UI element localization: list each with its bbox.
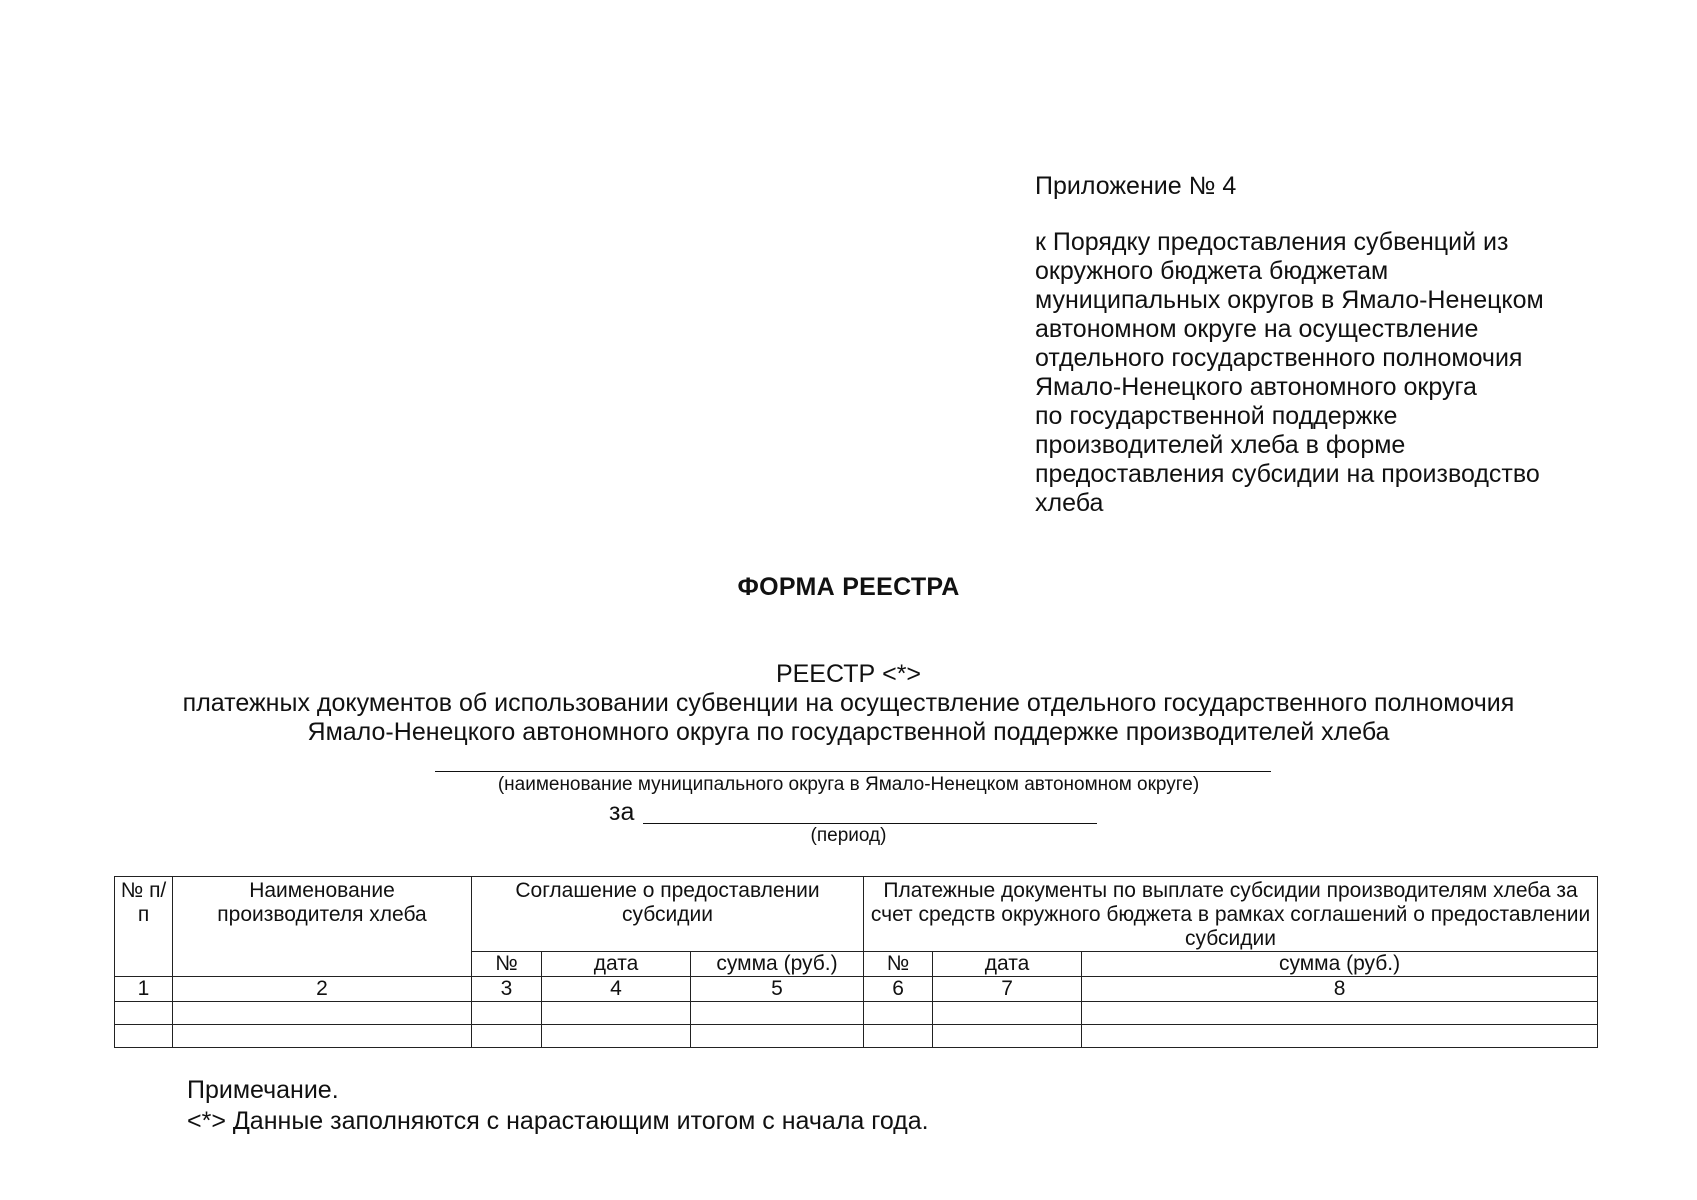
header-payments-group: Платежные документы по выплате субсидии производителям хлеба за счет средств окружного бюджета в рамках соглашений о предоставлении субсидии bbox=[864, 877, 1598, 952]
appendix-line: предоставления субсидии на производство bbox=[1035, 460, 1540, 488]
table-row bbox=[115, 1025, 1598, 1048]
appendix-line: к Порядку предоставления субвенций из bbox=[1035, 228, 1509, 256]
table-row bbox=[115, 1002, 1598, 1025]
note-text: <*> Данные заполняются с нарастающим итогом с начала года. bbox=[187, 1107, 929, 1135]
table-cell[interactable] bbox=[542, 1025, 691, 1048]
appendix-line: по государственной поддержке bbox=[1035, 402, 1398, 430]
table-cell[interactable] bbox=[1082, 1002, 1598, 1025]
municipality-fill-line[interactable] bbox=[435, 771, 1271, 772]
subheader-agreement-sum: сумма (руб.) bbox=[691, 952, 864, 977]
appendix-line: окружного бюджета бюджетам bbox=[1035, 257, 1389, 285]
table-cell[interactable] bbox=[864, 1025, 933, 1048]
table-cell[interactable] bbox=[691, 1002, 864, 1025]
subheader-payment-sum: сумма (руб.) bbox=[1082, 952, 1598, 977]
subheader-agreement-number: № bbox=[472, 952, 542, 977]
index-cell: 5 bbox=[691, 977, 864, 1002]
header-number: № п/п bbox=[115, 877, 173, 977]
table-cell[interactable] bbox=[1082, 1025, 1598, 1048]
table-cell[interactable] bbox=[864, 1002, 933, 1025]
appendix-line: муниципальных округов в Ямало-Ненецком bbox=[1035, 286, 1544, 314]
subheader-agreement-date: дата bbox=[542, 952, 691, 977]
table-cell[interactable] bbox=[115, 1025, 173, 1048]
registry-subtitle-line: платежных документов об использовании субвенции на осуществление отдельного государственного полномочия bbox=[182, 689, 1515, 717]
index-cell: 7 bbox=[933, 977, 1082, 1002]
table-index-row bbox=[115, 977, 1598, 1002]
period-za-label: за bbox=[609, 798, 635, 826]
table-cell[interactable] bbox=[472, 1002, 542, 1025]
registry-subtitle-line: Ямало-Ненецкого автономного округа по государственной поддержке производителей хлеба bbox=[307, 718, 1390, 746]
note-title: Примечание. bbox=[187, 1076, 339, 1104]
table-cell[interactable] bbox=[542, 1002, 691, 1025]
municipality-caption: (наименование муниципального округа в Ямало-Ненецком автономном округе) bbox=[497, 774, 1200, 795]
header-agreement-group: Соглашение о предоставлении субсидии bbox=[472, 877, 864, 952]
appendix-line: Ямало-Ненецкого автономного округа bbox=[1035, 373, 1477, 401]
index-cell: 8 bbox=[1082, 977, 1598, 1002]
registry-table bbox=[114, 876, 1598, 1048]
form-title: ФОРМА РЕЕСТРА bbox=[737, 573, 960, 601]
period-caption: (период) bbox=[810, 825, 887, 846]
table-cell[interactable] bbox=[115, 1002, 173, 1025]
index-cell: 4 bbox=[542, 977, 691, 1002]
header-producer-name: Наименование производителя хлеба bbox=[173, 877, 472, 977]
subheader-payment-date: дата bbox=[933, 952, 1082, 977]
table-cell[interactable] bbox=[933, 1002, 1082, 1025]
index-cell: 6 bbox=[864, 977, 933, 1002]
period-fill-line[interactable] bbox=[643, 823, 1097, 824]
subheader-payment-number: № bbox=[864, 952, 933, 977]
appendix-line: производителей хлеба в форме bbox=[1035, 431, 1406, 459]
registry-title: РЕЕСТР <*> bbox=[775, 660, 922, 688]
note-block bbox=[187, 1075, 929, 1137]
appendix-number: Приложение № 4 bbox=[1035, 172, 1237, 200]
table-cell[interactable] bbox=[472, 1025, 542, 1048]
index-cell: 2 bbox=[173, 977, 472, 1002]
table-header-row bbox=[115, 877, 1598, 952]
appendix-line: отдельного государственного полномочия bbox=[1035, 344, 1523, 372]
table-cell[interactable] bbox=[691, 1025, 864, 1048]
index-cell: 3 bbox=[472, 977, 542, 1002]
appendix-line: автономном округе на осуществление bbox=[1035, 315, 1479, 343]
appendix-block bbox=[1035, 172, 1595, 518]
table-cell[interactable] bbox=[173, 1002, 472, 1025]
registry-heading bbox=[0, 660, 1697, 747]
index-cell: 1 bbox=[115, 977, 173, 1002]
appendix-line: хлеба bbox=[1035, 489, 1104, 517]
table-cell[interactable] bbox=[933, 1025, 1082, 1048]
table-cell[interactable] bbox=[173, 1025, 472, 1048]
